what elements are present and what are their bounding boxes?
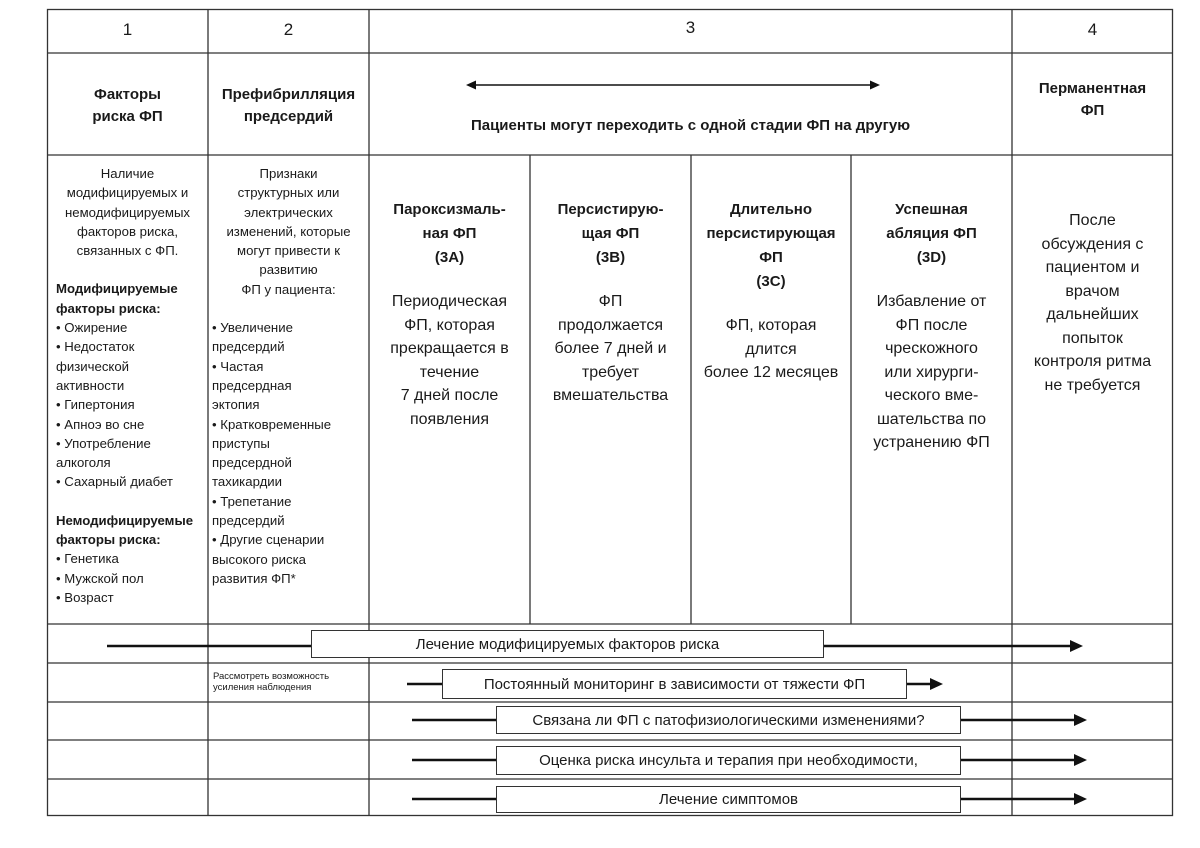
row1-box: Лечение модифицируемых факторов риска [311,630,824,658]
text-line: физической [56,358,130,374]
text-line: Модифицируемые [56,281,178,297]
text-line: • Увеличение [212,320,293,336]
arrow-left-icon [466,81,476,90]
text-line: абляция ФП [886,225,977,242]
text-line: (3D) [916,249,947,266]
text-line: персистирующая [706,225,836,242]
col2-body [208,164,369,588]
text-line: течение [419,363,480,381]
text-line: Избавление от [876,293,987,310]
stage-3d-title [851,198,1012,270]
text-line: появления [409,410,490,428]
text-line: развитию [259,262,318,278]
text-line: пациентом и [1045,259,1140,276]
text-line: могут привести к [237,243,340,259]
text-line: • Апноэ во сне [56,416,145,432]
stage-3c [691,198,851,385]
text-line: или хирурги- [884,363,979,381]
text-line: • Ожирение [56,320,128,336]
text-line: • Мужской пол [56,570,144,586]
stage-3c-title [691,198,851,294]
text-line: • Возраст [56,589,114,605]
col3-number: 3 [685,18,696,37]
arrow-right-icon [870,81,880,90]
col4-number: 4 [1087,20,1098,39]
text-line: предсердной [212,455,292,471]
text-line: ФП у пациента: [241,281,336,297]
stage-3d-desc [851,290,1012,455]
col4-desc [1012,209,1173,397]
text-line: электрических [244,204,333,220]
stage-3d [851,198,1012,455]
arrow-head-icon [930,678,943,690]
nonmodifiable-heading [56,511,208,550]
row4-box: Оценка риска инсульта и терапия при необходимости, [496,746,961,775]
text-line: дальнейших [1046,306,1139,323]
text-line: ФП, которая [725,317,817,334]
stage-3a-title [369,198,530,270]
col2-number: 2 [283,20,294,39]
text-line: • Генетика [56,551,119,567]
text-line: высокого риска [212,551,307,567]
text-line: факторы риска: [56,532,161,548]
text-line: Признаки [259,166,318,181]
col1-number: 1 [122,20,133,39]
text-line: устранению ФП [873,434,990,451]
row3-box: Связана ли ФП с патофизиологическими изменениями? [496,706,961,734]
stage-3c-desc [691,314,851,385]
col1-body [47,164,208,607]
text-line: Немодифицируемые [56,512,194,528]
text-line: Пароксизмаль- [393,201,506,218]
text-line: ФП [598,293,623,310]
text-line: (3B) [595,249,626,266]
text-line: (3A) [434,249,465,266]
text-line: развития ФП* [212,570,296,586]
text-line: • Употребление [56,435,151,451]
text-line: ФП, которая [404,316,495,334]
text-line: ная ФП [422,225,477,242]
text-line: 7 дней после [400,387,499,404]
row2-box: Постоянный мониторинг в зависимости от тяжести ФП [442,669,907,699]
text-line: более 12 месяцев [703,364,839,381]
text-line: длится [745,340,797,358]
text-line: изменений, которые [226,223,351,239]
text-line: ФП после [895,316,968,334]
text-line: вмешательства [552,387,669,404]
text-line: не требуется [1044,376,1141,394]
text-line: контроля ритма [1033,353,1152,370]
text-line: предсердий [212,339,285,355]
text-line: шательства по [876,410,987,428]
text-line: Успешная [895,201,968,218]
stage-3b-title [530,198,691,270]
modifiable-heading [56,279,208,318]
arrow-head-icon [1074,793,1087,805]
text-line: активности [56,377,125,393]
text-line: Персистирую- [557,201,664,218]
text-line: • Кратковременные [212,416,332,432]
text-line: • Трепетание [212,493,292,509]
text-line: требует [581,363,640,381]
transition-text: Пациенты могут переходить с одной стадии ФП на другую [470,117,911,134]
text-line: • Недостаток [56,339,135,355]
text-line: щая ФП [581,225,640,242]
text-line: • Частая [212,358,264,374]
text-line: алкоголя [56,455,111,471]
stage-3a-desc [369,290,530,431]
col2-list [208,318,369,588]
modifiable-list [56,318,208,492]
text-line: факторы риска: [56,300,161,316]
text-line: ческого вме- [884,387,979,404]
text-line: обсуждения с [1041,235,1144,253]
arrow-head-icon [1074,754,1087,766]
text-line: попыток [1062,329,1123,347]
text-line: Длительно [729,201,813,218]
stage-3b-desc [530,290,691,408]
text-line: прекращается в [390,340,509,357]
text-line: Рассмотреть возможность [213,671,330,682]
row5-box: Лечение симптомов [496,786,961,813]
text-line: модифицируемых и [66,185,189,201]
col2-title: Префибрилляция предсердий [221,86,356,125]
col1-title: Факторы риска ФП [92,86,163,125]
text-line: связанных с ФП. [76,243,179,259]
text-line: После [1069,212,1116,229]
text-line: структурных или [237,185,340,201]
stage-3a [369,198,530,431]
text-line: Периодическая [391,293,508,310]
col1-intro [47,164,208,260]
arrow-head-icon [1070,640,1083,652]
text-line: предсердная [212,377,292,393]
text-line: (3C) [756,273,786,290]
col2-intro [208,164,369,299]
row2-note [213,671,373,693]
text-line: факторов риска, [76,223,179,239]
text-line: Наличие [100,166,155,181]
text-line: тахикардии [212,474,283,490]
text-line: продолжается [557,316,664,334]
text-line: • Гипертония [56,397,135,413]
text-line: ФП [759,249,783,266]
arrow-head-icon [1074,714,1087,726]
text-line: усиления наблюдения [213,682,312,693]
col4-title: Перманентная ФП [1038,80,1147,119]
text-line: эктопия [212,397,260,413]
text-line: более 7 дней и [554,340,667,357]
text-line: немодифицируемых [64,204,191,220]
text-line: • Сахарный диабет [56,474,173,490]
text-line: чрескожного [885,340,978,357]
text-line: • Другие сценарии [212,532,325,548]
text-line: предсердий [212,513,285,529]
stage-3b [530,198,691,408]
nonmodifiable-list [56,549,208,607]
text-line: приступы [212,435,270,451]
text-line: врачом [1065,282,1120,300]
